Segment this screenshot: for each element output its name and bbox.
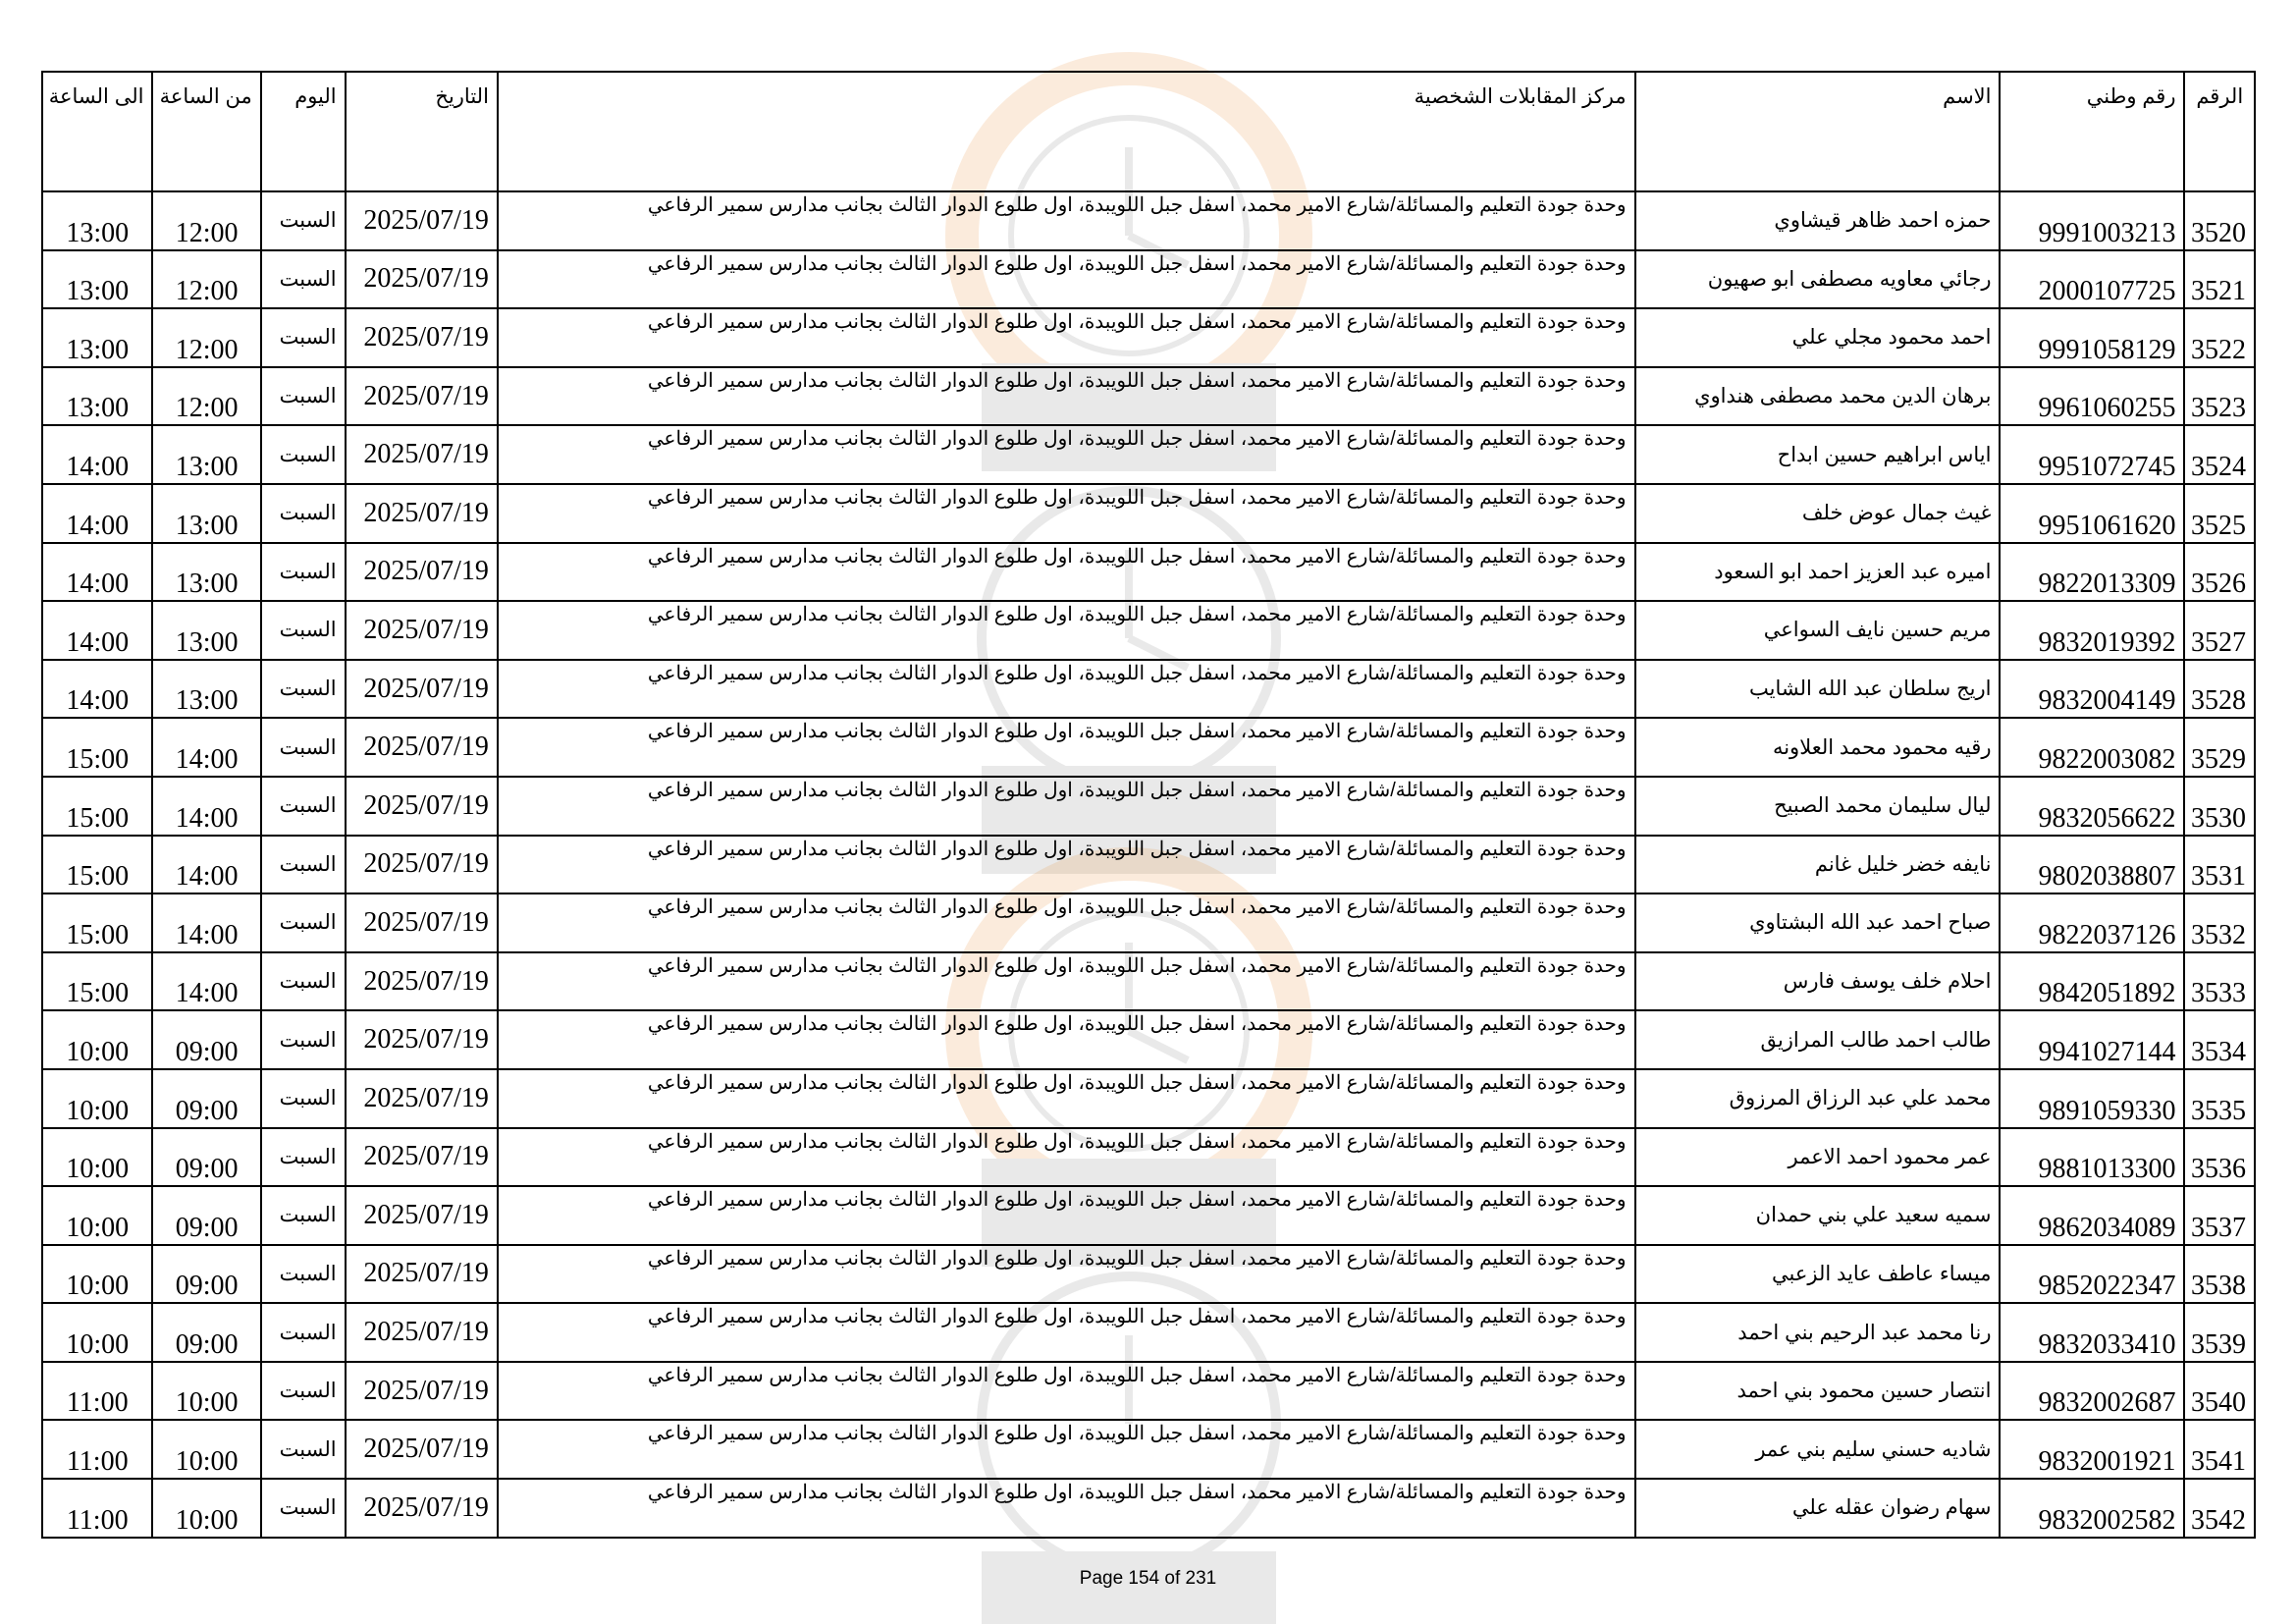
header-index: الرقم	[2184, 72, 2255, 191]
to-time: 10:00	[42, 1245, 152, 1304]
national-id: 9881013300	[2000, 1128, 2184, 1187]
interview-center: وحدة جودة التعليم والمسائلة/شارع الامير محمد، اسفل جبل اللويبدة، اول طلوع الدوار الثالث بجانب مدارس سمير الرفاعي	[498, 660, 1635, 719]
header-day: اليوم	[261, 72, 346, 191]
table-row	[42, 660, 2255, 719]
row-index: 3539	[2184, 1303, 2255, 1362]
from-time: 10:00	[152, 1479, 260, 1538]
interview-center: وحدة جودة التعليم والمسائلة/شارع الامير محمد، اسفل جبل اللويبدة، اول طلوع الدوار الثالث بجانب مدارس سمير الرفاعي	[498, 1479, 1635, 1538]
table-header-row	[42, 72, 2255, 191]
applicant-name: سميه سعيد علي بني حمدان	[1635, 1186, 2001, 1245]
interview-day: السبت	[261, 1479, 346, 1538]
interview-date: 2025/07/19	[346, 1186, 498, 1245]
table-row	[42, 836, 2255, 894]
interview-date: 2025/07/19	[346, 952, 498, 1011]
to-time: 10:00	[42, 1069, 152, 1128]
interview-center: وحدة جودة التعليم والمسائلة/شارع الامير محمد، اسفل جبل اللويبدة، اول طلوع الدوار الثالث بجانب مدارس سمير الرفاعي	[498, 191, 1635, 250]
interview-date: 2025/07/19	[346, 718, 498, 777]
interview-date: 2025/07/19	[346, 660, 498, 719]
interview-day: السبت	[261, 1303, 346, 1362]
from-time: 13:00	[152, 601, 260, 660]
national-id: 9842051892	[2000, 952, 2184, 1011]
applicant-name: شاديه حسني سليم بني عمر	[1635, 1420, 2001, 1479]
interview-date: 2025/07/19	[346, 1303, 498, 1362]
row-index: 3535	[2184, 1069, 2255, 1128]
interview-day: السبت	[261, 718, 346, 777]
from-time: 13:00	[152, 543, 260, 602]
applicant-name: رقيه محمود محمد العلاونه	[1635, 718, 2001, 777]
applicant-name: عمر محمود احمد الاعمر	[1635, 1128, 2001, 1187]
interview-day: السبت	[261, 952, 346, 1011]
row-index: 3541	[2184, 1420, 2255, 1479]
to-time: 15:00	[42, 718, 152, 777]
national-id: 9991058129	[2000, 308, 2184, 367]
interview-day: السبت	[261, 1362, 346, 1421]
interview-date: 2025/07/19	[346, 893, 498, 952]
row-index: 3538	[2184, 1245, 2255, 1304]
table-row	[42, 777, 2255, 836]
table-row	[42, 1420, 2255, 1479]
interview-date: 2025/07/19	[346, 425, 498, 484]
national-id: 9822037126	[2000, 893, 2184, 952]
interview-center: وحدة جودة التعليم والمسائلة/شارع الامير محمد، اسفل جبل اللويبدة، اول طلوع الدوار الثالث بجانب مدارس سمير الرفاعي	[498, 425, 1635, 484]
from-time: 12:00	[152, 250, 260, 309]
interview-day: السبت	[261, 836, 346, 894]
interview-day: السبت	[261, 1128, 346, 1187]
interview-day: السبت	[261, 893, 346, 952]
to-time: 10:00	[42, 1010, 152, 1069]
to-time: 10:00	[42, 1128, 152, 1187]
to-time: 15:00	[42, 952, 152, 1011]
national-id: 9822013309	[2000, 543, 2184, 602]
from-time: 14:00	[152, 777, 260, 836]
row-index: 3542	[2184, 1479, 2255, 1538]
from-time: 09:00	[152, 1128, 260, 1187]
interview-center: وحدة جودة التعليم والمسائلة/شارع الامير محمد، اسفل جبل اللويبدة، اول طلوع الدوار الثالث بجانب مدارس سمير الرفاعي	[498, 1069, 1635, 1128]
interview-center: وحدة جودة التعليم والمسائلة/شارع الامير محمد، اسفل جبل اللويبدة، اول طلوع الدوار الثالث بجانب مدارس سمير الرفاعي	[498, 484, 1635, 543]
interview-center: وحدة جودة التعليم والمسائلة/شارع الامير محمد، اسفل جبل اللويبدة، اول طلوع الدوار الثالث بجانب مدارس سمير الرفاعي	[498, 1186, 1635, 1245]
interview-center: وحدة جودة التعليم والمسائلة/شارع الامير محمد، اسفل جبل اللويبدة، اول طلوع الدوار الثالث بجانب مدارس سمير الرفاعي	[498, 308, 1635, 367]
table-row	[42, 718, 2255, 777]
table-row	[42, 1069, 2255, 1128]
applicant-name: مريم حسين نايف السواعي	[1635, 601, 2001, 660]
to-time: 13:00	[42, 308, 152, 367]
national-id: 9991003213	[2000, 191, 2184, 250]
to-time: 11:00	[42, 1362, 152, 1421]
applicant-name: صباح احمد عبد الله البشتاوي	[1635, 893, 2001, 952]
interview-day: السبت	[261, 308, 346, 367]
interview-center: وحدة جودة التعليم والمسائلة/شارع الامير محمد، اسفل جبل اللويبدة، اول طلوع الدوار الثالث بجانب مدارس سمير الرفاعي	[498, 601, 1635, 660]
page-number: Page 154 of 231	[1079, 1568, 1217, 1589]
interview-date: 2025/07/19	[346, 484, 498, 543]
interview-date: 2025/07/19	[346, 1245, 498, 1304]
row-index: 3534	[2184, 1010, 2255, 1069]
table-row	[42, 1010, 2255, 1069]
applicant-name: سهام رضوان عقله علي	[1635, 1479, 2001, 1538]
interview-day: السبت	[261, 777, 346, 836]
table-row	[42, 308, 2255, 367]
row-index: 3533	[2184, 952, 2255, 1011]
table-row	[42, 952, 2255, 1011]
table-row	[42, 1128, 2255, 1187]
row-index: 3522	[2184, 308, 2255, 367]
applicant-name: برهان الدين محمد مصطفى هنداوي	[1635, 367, 2001, 426]
interview-schedule-table	[41, 71, 2256, 1539]
interview-date: 2025/07/19	[346, 1479, 498, 1538]
national-id: 9832002582	[2000, 1479, 2184, 1538]
interview-day: السبت	[261, 1010, 346, 1069]
interview-day: السبت	[261, 1245, 346, 1304]
table-row	[42, 425, 2255, 484]
interview-center: وحدة جودة التعليم والمسائلة/شارع الامير محمد، اسفل جبل اللويبدة، اول طلوع الدوار الثالث بجانب مدارس سمير الرفاعي	[498, 1128, 1635, 1187]
from-time: 14:00	[152, 893, 260, 952]
table-row	[42, 484, 2255, 543]
interview-date: 2025/07/19	[346, 1362, 498, 1421]
interview-day: السبت	[261, 1069, 346, 1128]
applicant-name: احمد محمود مجلي علي	[1635, 308, 2001, 367]
to-time: 14:00	[42, 543, 152, 602]
to-time: 13:00	[42, 250, 152, 309]
row-index: 3536	[2184, 1128, 2255, 1187]
to-time: 14:00	[42, 484, 152, 543]
national-id: 9951072745	[2000, 425, 2184, 484]
interview-date: 2025/07/19	[346, 250, 498, 309]
interview-day: السبت	[261, 543, 346, 602]
to-time: 15:00	[42, 836, 152, 894]
national-id: 2000107725	[2000, 250, 2184, 309]
to-time: 14:00	[42, 660, 152, 719]
table-row	[42, 601, 2255, 660]
row-index: 3523	[2184, 367, 2255, 426]
national-id: 9862034089	[2000, 1186, 2184, 1245]
interview-center: وحدة جودة التعليم والمسائلة/شارع الامير محمد، اسفل جبل اللويبدة، اول طلوع الدوار الثالث بجانب مدارس سمير الرفاعي	[498, 543, 1635, 602]
interview-center: وحدة جودة التعليم والمسائلة/شارع الامير محمد، اسفل جبل اللويبدة، اول طلوع الدوار الثالث بجانب مدارس سمير الرفاعي	[498, 250, 1635, 309]
from-time: 14:00	[152, 718, 260, 777]
to-time: 14:00	[42, 601, 152, 660]
row-index: 3529	[2184, 718, 2255, 777]
national-id: 9941027144	[2000, 1010, 2184, 1069]
interview-day: السبت	[261, 484, 346, 543]
national-id: 9822003082	[2000, 718, 2184, 777]
applicant-name: غيث جمال عوض خلف	[1635, 484, 2001, 543]
interview-date: 2025/07/19	[346, 1069, 498, 1128]
interview-date: 2025/07/19	[346, 1010, 498, 1069]
row-index: 3521	[2184, 250, 2255, 309]
national-id: 9891059330	[2000, 1069, 2184, 1128]
to-time: 15:00	[42, 777, 152, 836]
national-id: 9951061620	[2000, 484, 2184, 543]
interview-date: 2025/07/19	[346, 191, 498, 250]
row-index: 3537	[2184, 1186, 2255, 1245]
header-center: مركز المقابلات الشخصية	[498, 72, 1635, 191]
applicant-name: ليال سليمان محمد الصبيح	[1635, 777, 2001, 836]
national-id: 9852022347	[2000, 1245, 2184, 1304]
row-index: 3525	[2184, 484, 2255, 543]
interview-center: وحدة جودة التعليم والمسائلة/شارع الامير محمد، اسفل جبل اللويبدة، اول طلوع الدوار الثالث بجانب مدارس سمير الرفاعي	[498, 952, 1635, 1011]
from-time: 13:00	[152, 425, 260, 484]
from-time: 09:00	[152, 1186, 260, 1245]
interview-day: السبت	[261, 601, 346, 660]
interview-center: وحدة جودة التعليم والمسائلة/شارع الامير محمد، اسفل جبل اللويبدة، اول طلوع الدوار الثالث بجانب مدارس سمير الرفاعي	[498, 1362, 1635, 1421]
interview-day: السبت	[261, 191, 346, 250]
header-name: الاسم	[1635, 72, 2001, 191]
from-time: 13:00	[152, 660, 260, 719]
to-time: 14:00	[42, 425, 152, 484]
from-time: 09:00	[152, 1303, 260, 1362]
interview-center: وحدة جودة التعليم والمسائلة/شارع الامير محمد، اسفل جبل اللويبدة، اول طلوع الدوار الثالث بجانب مدارس سمير الرفاعي	[498, 1245, 1635, 1304]
applicant-name: محمد علي عبد الرزاق المرزوق	[1635, 1069, 2001, 1128]
interview-center: وحدة جودة التعليم والمسائلة/شارع الامير محمد، اسفل جبل اللويبدة، اول طلوع الدوار الثالث بجانب مدارس سمير الرفاعي	[498, 777, 1635, 836]
from-time: 09:00	[152, 1010, 260, 1069]
from-time: 10:00	[152, 1420, 260, 1479]
to-time: 10:00	[42, 1186, 152, 1245]
row-index: 3524	[2184, 425, 2255, 484]
national-id: 9832001921	[2000, 1420, 2184, 1479]
row-index: 3532	[2184, 893, 2255, 952]
table-row	[42, 367, 2255, 426]
applicant-name: طالب احمد طالب المرازيق	[1635, 1010, 2001, 1069]
to-time: 13:00	[42, 367, 152, 426]
applicant-name: انتصار حسين محمود بني احمد	[1635, 1362, 2001, 1421]
interview-center: وحدة جودة التعليم والمسائلة/شارع الامير محمد، اسفل جبل اللويبدة، اول طلوع الدوار الثالث بجانب مدارس سمير الرفاعي	[498, 367, 1635, 426]
interview-date: 2025/07/19	[346, 836, 498, 894]
row-index: 3540	[2184, 1362, 2255, 1421]
interview-day: السبت	[261, 425, 346, 484]
interview-date: 2025/07/19	[346, 1128, 498, 1187]
from-time: 12:00	[152, 367, 260, 426]
applicant-name: اريج سلطان عبد الله الشايب	[1635, 660, 2001, 719]
interview-center: وحدة جودة التعليم والمسائلة/شارع الامير محمد، اسفل جبل اللويبدة، اول طلوع الدوار الثالث بجانب مدارس سمير الرفاعي	[498, 718, 1635, 777]
national-id: 9832056622	[2000, 777, 2184, 836]
from-time: 09:00	[152, 1245, 260, 1304]
applicant-name: ميساء عاطف عايد الزعبي	[1635, 1245, 2001, 1304]
to-time: 11:00	[42, 1420, 152, 1479]
from-time: 12:00	[152, 191, 260, 250]
applicant-name: اياس ابراهيم حسين ابداح	[1635, 425, 2001, 484]
to-time: 11:00	[42, 1479, 152, 1538]
header-from-time: من الساعة	[152, 72, 260, 191]
to-time: 13:00	[42, 191, 152, 250]
interview-date: 2025/07/19	[346, 1420, 498, 1479]
from-time: 13:00	[152, 484, 260, 543]
interview-day: السبت	[261, 1420, 346, 1479]
table-row	[42, 191, 2255, 250]
table-row	[42, 1245, 2255, 1304]
row-index: 3528	[2184, 660, 2255, 719]
interview-date: 2025/07/19	[346, 367, 498, 426]
interview-center: وحدة جودة التعليم والمسائلة/شارع الامير محمد، اسفل جبل اللويبدة، اول طلوع الدوار الثالث بجانب مدارس سمير الرفاعي	[498, 836, 1635, 894]
header-national-id: رقم وطني	[2000, 72, 2184, 191]
national-id: 9832019392	[2000, 601, 2184, 660]
interview-center: وحدة جودة التعليم والمسائلة/شارع الامير محمد، اسفل جبل اللويبدة، اول طلوع الدوار الثالث بجانب مدارس سمير الرفاعي	[498, 1420, 1635, 1479]
applicant-name: اميره عبد العزيز احمد ابو السعود	[1635, 543, 2001, 602]
interview-day: السبت	[261, 367, 346, 426]
national-id: 9832002687	[2000, 1362, 2184, 1421]
from-time: 10:00	[152, 1362, 260, 1421]
table-row	[42, 250, 2255, 309]
table-row	[42, 1186, 2255, 1245]
table-row	[42, 543, 2255, 602]
applicant-name: نايفه خضر خليل غانم	[1635, 836, 2001, 894]
interview-date: 2025/07/19	[346, 601, 498, 660]
to-time: 10:00	[42, 1303, 152, 1362]
row-index: 3520	[2184, 191, 2255, 250]
national-id: 9961060255	[2000, 367, 2184, 426]
from-time: 12:00	[152, 308, 260, 367]
table-row	[42, 1303, 2255, 1362]
applicant-name: احلام خلف يوسف فارس	[1635, 952, 2001, 1011]
table-row	[42, 1362, 2255, 1421]
interview-center: وحدة جودة التعليم والمسائلة/شارع الامير محمد، اسفل جبل اللويبدة، اول طلوع الدوار الثالث بجانب مدارس سمير الرفاعي	[498, 1010, 1635, 1069]
to-time: 15:00	[42, 893, 152, 952]
interview-day: السبت	[261, 1186, 346, 1245]
applicant-name: حمزه احمد ظاهر قيشاوي	[1635, 191, 2001, 250]
national-id: 9802038807	[2000, 836, 2184, 894]
interview-date: 2025/07/19	[346, 543, 498, 602]
applicant-name: رجائي معاويه مصطفى ابو صهيون	[1635, 250, 2001, 309]
interview-center: وحدة جودة التعليم والمسائلة/شارع الامير محمد، اسفل جبل اللويبدة، اول طلوع الدوار الثالث بجانب مدارس سمير الرفاعي	[498, 1303, 1635, 1362]
interview-date: 2025/07/19	[346, 777, 498, 836]
national-id: 9832004149	[2000, 660, 2184, 719]
interview-day: السبت	[261, 250, 346, 309]
interview-date: 2025/07/19	[346, 308, 498, 367]
row-index: 3530	[2184, 777, 2255, 836]
national-id: 9832033410	[2000, 1303, 2184, 1362]
table-row	[42, 1479, 2255, 1538]
table-row	[42, 893, 2255, 952]
row-index: 3527	[2184, 601, 2255, 660]
from-time: 14:00	[152, 952, 260, 1011]
from-time: 09:00	[152, 1069, 260, 1128]
row-index: 3526	[2184, 543, 2255, 602]
applicant-name: رنا محمد عبد الرحيم بني احمد	[1635, 1303, 2001, 1362]
interview-center: وحدة جودة التعليم والمسائلة/شارع الامير محمد، اسفل جبل اللويبدة، اول طلوع الدوار الثالث بجانب مدارس سمير الرفاعي	[498, 893, 1635, 952]
header-date: التاريخ	[346, 72, 498, 191]
row-index: 3531	[2184, 836, 2255, 894]
header-to-time: الى الساعة	[42, 72, 152, 191]
interview-day: السبت	[261, 660, 346, 719]
from-time: 14:00	[152, 836, 260, 894]
